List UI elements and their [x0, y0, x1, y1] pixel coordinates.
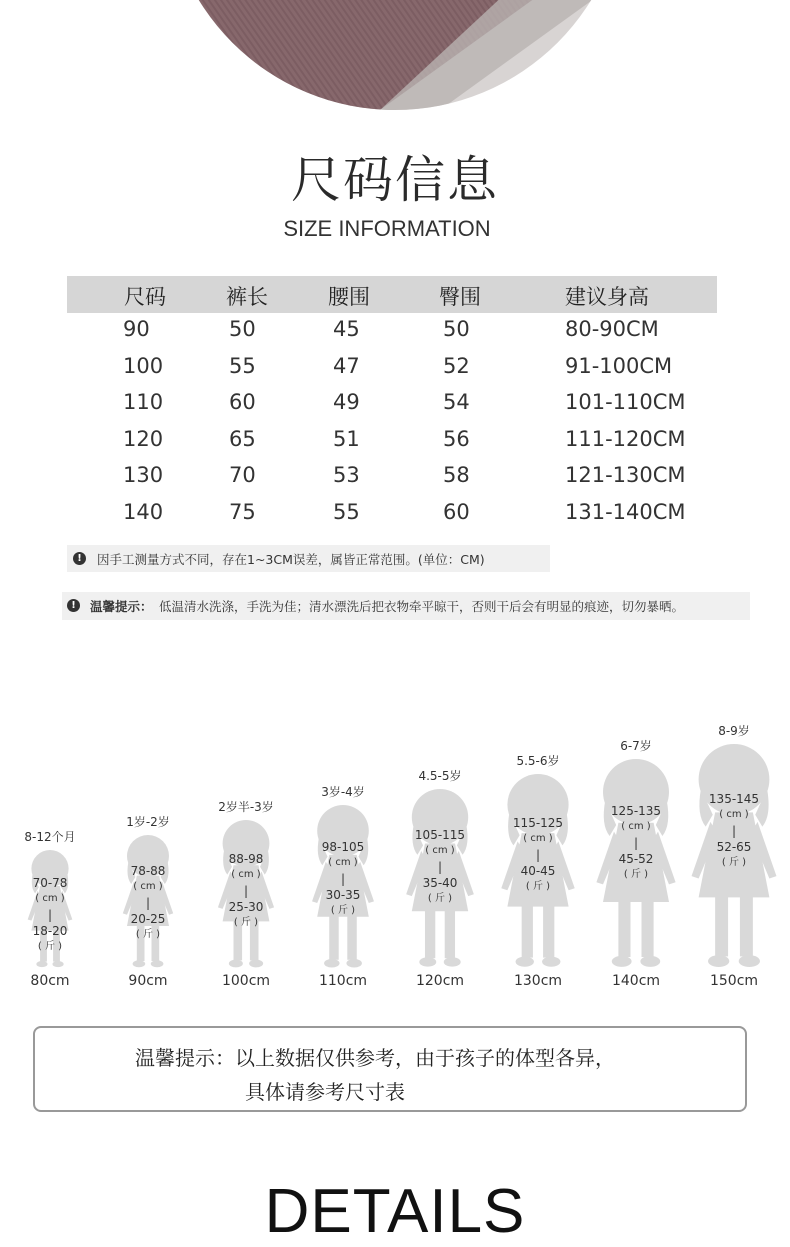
- height-label: 100cm: [221, 973, 271, 989]
- jin-unit-text: ( 斤 ): [330, 905, 356, 916]
- column-header: 裤长: [226, 285, 268, 309]
- measurement-note: [67, 545, 550, 572]
- cm-unit-text: ( cm ): [231, 869, 261, 880]
- jin-unit-text: ( 斤 ): [233, 917, 259, 928]
- jin-unit-text: ( 斤 ): [37, 941, 63, 952]
- height-range-text: 88-98: [228, 852, 264, 866]
- table-row: [67, 459, 717, 496]
- separator-text: |: [145, 896, 151, 910]
- table-row: [67, 386, 717, 423]
- jin-unit-text: ( 斤 ): [135, 929, 161, 940]
- weight-range-text: 40-45: [520, 864, 556, 878]
- cm-unit-text: ( cm ): [133, 881, 163, 892]
- exclamation-icon: !: [73, 552, 86, 565]
- height-range-text: 115-125: [512, 816, 564, 830]
- cm-unit-text: ( cm ): [719, 809, 749, 820]
- height-weight-stats: [10, 875, 90, 955]
- tip-line-2: 具体请参考尺寸表: [245, 1080, 405, 1104]
- table-row: [67, 423, 717, 460]
- separator-text: |: [535, 848, 541, 862]
- separator-text: |: [731, 824, 737, 838]
- table-cell: 90: [123, 317, 150, 341]
- height-label: 120cm: [415, 973, 465, 989]
- height-weight-stats: [108, 863, 188, 943]
- table-cell: 91-100CM: [565, 353, 673, 378]
- height-weight-stats: [206, 851, 286, 931]
- height-range-text: 98-105: [321, 840, 365, 854]
- age-label: 3岁-4岁: [321, 784, 365, 799]
- age-label: 1岁-2岁: [126, 815, 170, 829]
- table-cell: 51: [333, 426, 360, 451]
- table-cell: 55: [229, 353, 256, 378]
- height-weight-stats: [694, 791, 774, 871]
- table-cell: 50: [229, 317, 256, 341]
- jin-unit-text: ( 斤 ): [721, 857, 747, 868]
- age-label: 2岁半-3岁: [218, 799, 274, 814]
- height-range-text: 125-135: [610, 804, 662, 818]
- table-cell: 110: [123, 390, 164, 414]
- weight-range-text: 30-35: [325, 888, 361, 902]
- table-cell: 52: [443, 353, 470, 378]
- height-range-text: 78-88: [130, 864, 166, 878]
- age-label: 8-9岁: [718, 723, 750, 738]
- cm-unit-text: ( cm ): [523, 833, 553, 844]
- table-cell: 130: [123, 463, 164, 487]
- cm-unit-text: ( cm ): [35, 893, 65, 904]
- column-header: 腰围: [328, 285, 370, 309]
- size-table: [67, 276, 717, 532]
- weight-range-text: 20-25: [130, 912, 166, 926]
- table-cell: 55: [333, 499, 360, 524]
- table-cell: 120: [123, 426, 164, 451]
- height-label: 90cm: [128, 973, 168, 989]
- washing-note-text: 低温清水洗涤，手洗为佳；清水漂洗后把衣物牵平晾干，否则干后会有明显的痕迹，切勿暴晒。: [159, 599, 685, 614]
- weight-range-text: 18-20: [32, 924, 68, 938]
- page-subtitle: SIZE INFORMATION: [283, 216, 491, 241]
- height-range-text: 70-78: [32, 876, 68, 890]
- separator-text: |: [243, 884, 249, 898]
- washing-note: [62, 592, 750, 620]
- height-range-text: 135-145: [708, 792, 760, 806]
- table-cell: 60: [443, 499, 470, 524]
- table-cell: 65: [229, 426, 256, 451]
- jin-unit-text: ( 斤 ): [525, 881, 551, 892]
- fabric-swatch-image: [0, 0, 790, 110]
- table-cell: 49: [333, 390, 360, 414]
- table-cell: 131-140CM: [565, 499, 686, 524]
- column-header: 建议身高: [565, 285, 649, 309]
- table-cell: 45: [333, 317, 360, 341]
- height-label: 150cm: [709, 973, 759, 989]
- height-weight-stats: [400, 827, 480, 907]
- table-cell: 121-130CM: [565, 463, 686, 487]
- table-cell: 140: [123, 499, 164, 524]
- tip-line-1: 温馨提示：以上数据仅供参考，由于孩子的体型各异，: [135, 1046, 615, 1070]
- table-row: [67, 496, 717, 533]
- height-label: 130cm: [513, 973, 563, 989]
- height-label: 110cm: [318, 973, 368, 989]
- table-header: [67, 276, 717, 313]
- page-title: 尺码信息: [291, 151, 499, 209]
- cm-unit-text: ( cm ): [425, 845, 455, 856]
- measurement-note-text: 因手工测量方式不同，存在1~3CM误差，属皆正常范围。(单位：CM): [97, 552, 485, 567]
- weight-range-text: 35-40: [422, 876, 458, 890]
- separator-text: |: [47, 908, 53, 922]
- height-label: 140cm: [611, 973, 661, 989]
- table-cell: 53: [333, 463, 360, 487]
- table-row: [67, 313, 717, 350]
- age-label: 6-7岁: [620, 739, 652, 753]
- separator-text: |: [633, 836, 639, 850]
- washing-note-label: 温馨提示：: [90, 599, 153, 614]
- table-cell: 75: [229, 499, 256, 524]
- weight-range-text: 45-52: [618, 852, 654, 866]
- height-label: 80cm: [30, 973, 70, 989]
- separator-text: |: [340, 872, 346, 886]
- table-cell: 47: [333, 353, 360, 378]
- cm-unit-text: ( cm ): [328, 857, 358, 868]
- exclamation-icon: !: [67, 599, 80, 612]
- tip-box: [33, 1026, 747, 1112]
- table-cell: 56: [443, 426, 470, 451]
- table-cell: 101-110CM: [565, 390, 686, 414]
- table-cell: 54: [443, 390, 470, 414]
- separator-text: |: [437, 860, 443, 874]
- jin-unit-text: ( 斤 ): [427, 893, 453, 904]
- cm-unit-text: ( cm ): [621, 821, 651, 832]
- age-label: 8-12个月: [24, 830, 76, 845]
- height-weight-stats: [303, 839, 383, 919]
- table-row: [67, 350, 717, 387]
- table-cell: 58: [443, 463, 470, 487]
- height-weight-stats: [498, 815, 578, 895]
- weight-range-text: 52-65: [716, 840, 752, 854]
- table-cell: 60: [229, 390, 256, 414]
- table-cell: 50: [443, 317, 470, 341]
- age-label: 5.5-6岁: [516, 754, 560, 769]
- column-header: 尺码: [124, 285, 166, 309]
- weight-range-text: 25-30: [228, 900, 264, 914]
- table-cell: 70: [229, 463, 256, 487]
- table-cell: 111-120CM: [565, 426, 686, 451]
- age-label: 4.5-5岁: [418, 769, 462, 784]
- details-heading: DETAILS: [264, 1177, 526, 1246]
- table-cell: 80-90CM: [565, 317, 659, 341]
- table-cell: 100: [123, 353, 164, 378]
- height-range-text: 105-115: [414, 828, 466, 842]
- column-header: 臀围: [439, 285, 481, 309]
- height-weight-stats: [596, 803, 676, 883]
- jin-unit-text: ( 斤 ): [623, 869, 649, 880]
